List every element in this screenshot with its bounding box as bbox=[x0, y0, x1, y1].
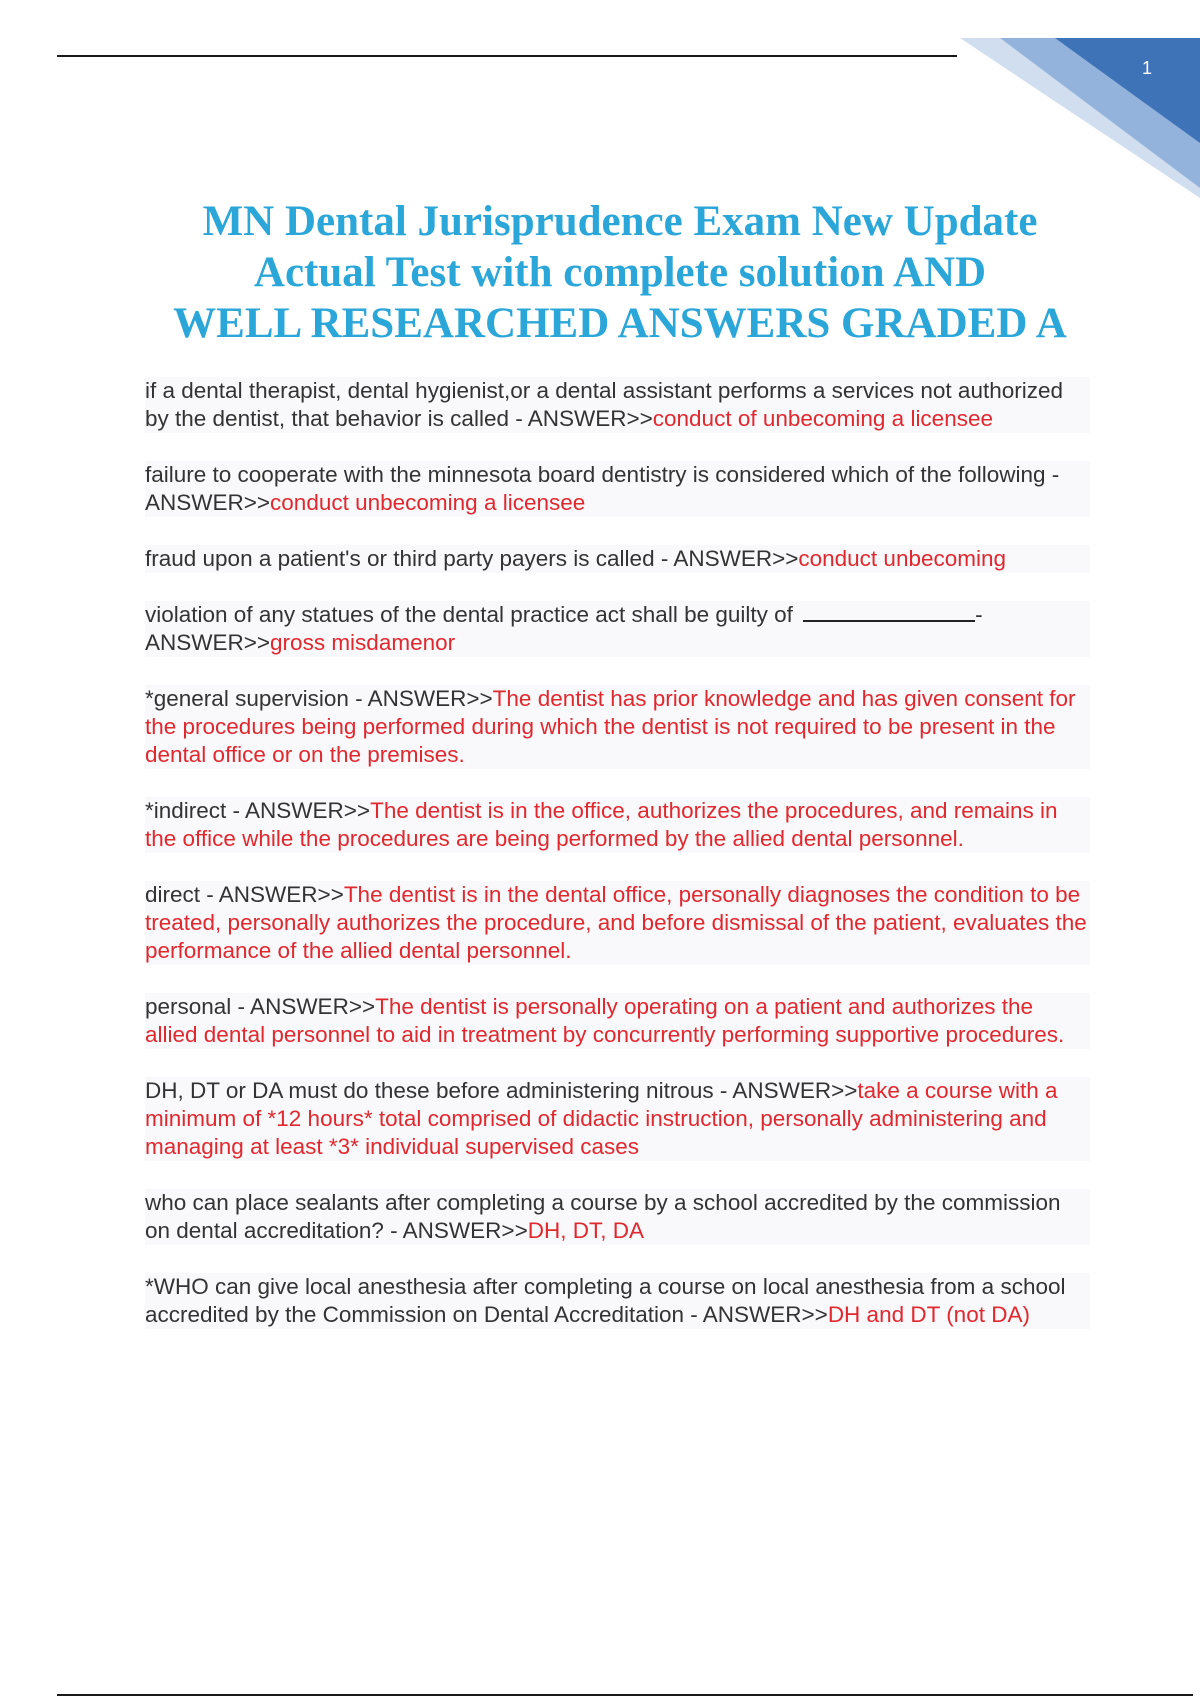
question-text: if a dental therapist, dental hygienist,or a dental assistant performs a services not authorized by the dentist, that behavior is called - ANSWER>> bbox=[145, 378, 1064, 431]
question-text: direct - ANSWER>> bbox=[145, 882, 344, 907]
question-text: *indirect - ANSWER>> bbox=[145, 798, 371, 823]
page-number: 1 bbox=[1141, 58, 1152, 78]
document-title-line-3: WELL RESEARCHED ANSWERS GRADED A bbox=[173, 300, 1067, 347]
qa-item bbox=[145, 1273, 1090, 1329]
question-text-suffix: - ANSWER>> bbox=[145, 602, 983, 655]
qa-item bbox=[145, 377, 1090, 433]
answer-text: conduct unbecoming a licensee bbox=[270, 490, 586, 515]
document-title-line-1: MN Dental Jurisprudence Exam New Update bbox=[202, 198, 1038, 245]
footer-rule bbox=[57, 1694, 1193, 1696]
answer-text: The dentist is in the office, authorizes the procedures, and remains in the office while the procedures are being performed by the allied dental personnel. bbox=[145, 798, 1058, 851]
answer-text: conduct unbecoming bbox=[798, 546, 1007, 571]
qa-item bbox=[145, 601, 1090, 657]
answer-text: conduct of unbecoming a licensee bbox=[652, 406, 993, 431]
question-text: personal - ANSWER>> bbox=[145, 994, 376, 1019]
qa-item bbox=[145, 1189, 1090, 1245]
document-title bbox=[100, 196, 1140, 349]
corner-decoration bbox=[960, 38, 1200, 198]
fill-in-blank-line bbox=[803, 602, 975, 622]
qa-item bbox=[145, 993, 1090, 1049]
qa-item bbox=[145, 797, 1090, 853]
answer-text: DH and DT (not DA) bbox=[827, 1302, 1030, 1327]
question-text: fraud upon a patient's or third party payers is called - ANSWER>> bbox=[145, 546, 799, 571]
answer-text: The dentist has prior knowledge and has given consent for the procedures being performed during which the dentist is not required to be present in the dental office or on the premises. bbox=[145, 686, 1076, 767]
question-text: who can place sealants after completing a course by a school accredited by the commission on dental accreditation? - ANSWER>> bbox=[145, 1190, 1061, 1243]
question-text: violation of any statues of the dental practice act shall be guilty of bbox=[145, 602, 793, 627]
answer-text: The dentist is in the dental office, personally diagnoses the condition to be treated, personally authorizes the procedure, and before dismissal of the patient, evaluates the performance of the allied dental personnel. bbox=[145, 882, 1087, 963]
document-title-line-2: Actual Test with complete solution AND bbox=[253, 249, 987, 296]
question-text: *general supervision - ANSWER>> bbox=[145, 686, 493, 711]
answer-text: take a course with a minimum of *12 hours* total comprised of didactic instruction, personally administering and managing at least *3* individual supervised cases bbox=[145, 1078, 1058, 1159]
answer-text: The dentist is personally operating on a patient and authorizes the allied dental personnel to aid in treatment by concurrently performing supportive procedures. bbox=[145, 994, 1065, 1047]
qa-item bbox=[145, 461, 1090, 517]
question-text: DH, DT or DA must do these before administering nitrous - ANSWER>> bbox=[145, 1078, 858, 1103]
qa-list bbox=[145, 377, 1090, 1357]
answer-text: gross misdamenor bbox=[270, 630, 456, 655]
answer-text: DH, DT, DA bbox=[527, 1218, 644, 1243]
header-rule bbox=[57, 55, 957, 57]
question-text: failure to cooperate with the minnesota board dentistry is considered which of the following - ANSWER>> bbox=[145, 462, 1060, 515]
qa-item bbox=[145, 1077, 1090, 1161]
question-text: *WHO can give local anesthesia after completing a course on local anesthesia from a school accredited by the Commission on Dental Accreditation - ANSWER>> bbox=[145, 1274, 1066, 1327]
qa-item bbox=[145, 545, 1090, 573]
qa-item bbox=[145, 881, 1090, 965]
qa-item bbox=[145, 685, 1090, 769]
